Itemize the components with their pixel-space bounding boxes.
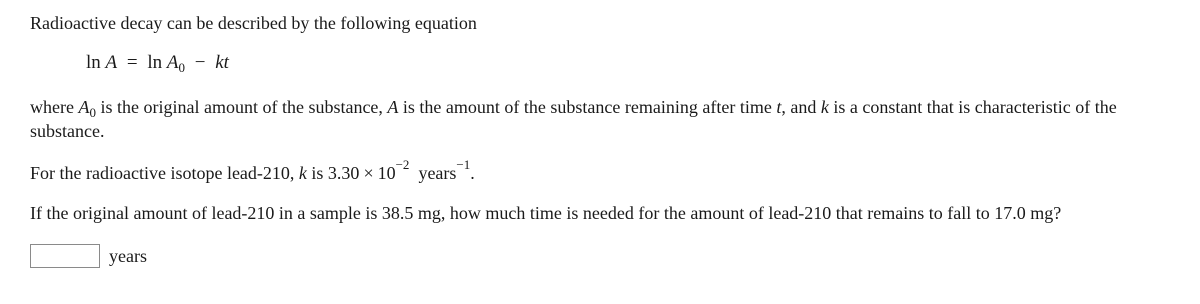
equation-ln-left: ln — [86, 52, 101, 73]
isotope-text-1: For the radioactive isotope lead-210, — [30, 163, 299, 183]
isotope-unit-exponent: −1 — [456, 157, 471, 172]
where-var-a: A — [387, 97, 399, 117]
variable-definitions — [30, 96, 1175, 143]
equation-subscript-0: 0 — [178, 60, 185, 75]
rate-constant-statement — [30, 157, 475, 184]
where-var-t: t — [776, 97, 782, 117]
where-text-2: is the original amount of the substance, — [95, 97, 388, 117]
isotope-period: . — [470, 163, 475, 183]
equation-var-kt: kt — [215, 52, 229, 73]
isotope-value: is 3.30 — [306, 163, 360, 183]
where-text-4: , and — [781, 97, 821, 117]
where-subscript-0: 0 — [89, 105, 96, 120]
where-text-1: where — [30, 97, 79, 117]
isotope-var-k: k — [298, 163, 307, 183]
decay-equation — [86, 52, 229, 74]
answer-unit-label: years — [109, 245, 147, 266]
answer-input[interactable] — [30, 244, 100, 268]
isotope-exponent: −2 — [395, 157, 410, 172]
where-text-3: is the amount of the substance remaining after time — [398, 97, 777, 117]
equation-minus: − — [194, 52, 206, 73]
where-var-a0: A — [78, 97, 90, 117]
equation-var-a0: A — [166, 52, 179, 73]
answer-row — [30, 244, 147, 268]
where-var-k: k — [820, 97, 829, 117]
where-text-5: is a constant that is characteristic of the substance. — [30, 97, 1117, 141]
equation-ln-right: ln — [147, 52, 163, 73]
isotope-base: 10 — [377, 163, 396, 183]
isotope-times: × — [363, 163, 374, 183]
intro-text: Radioactive decay can be described by the following equation — [30, 13, 477, 33]
question-text: If the original amount of lead-210 in a sample is 38.5 mg, how much time is needed for the amount of lead-210 that remains to fall to 17.0 mg? — [30, 203, 1062, 223]
equation-equals: = — [126, 52, 138, 73]
isotope-unit: years — [418, 163, 457, 183]
equation-var-a: A — [105, 52, 118, 73]
